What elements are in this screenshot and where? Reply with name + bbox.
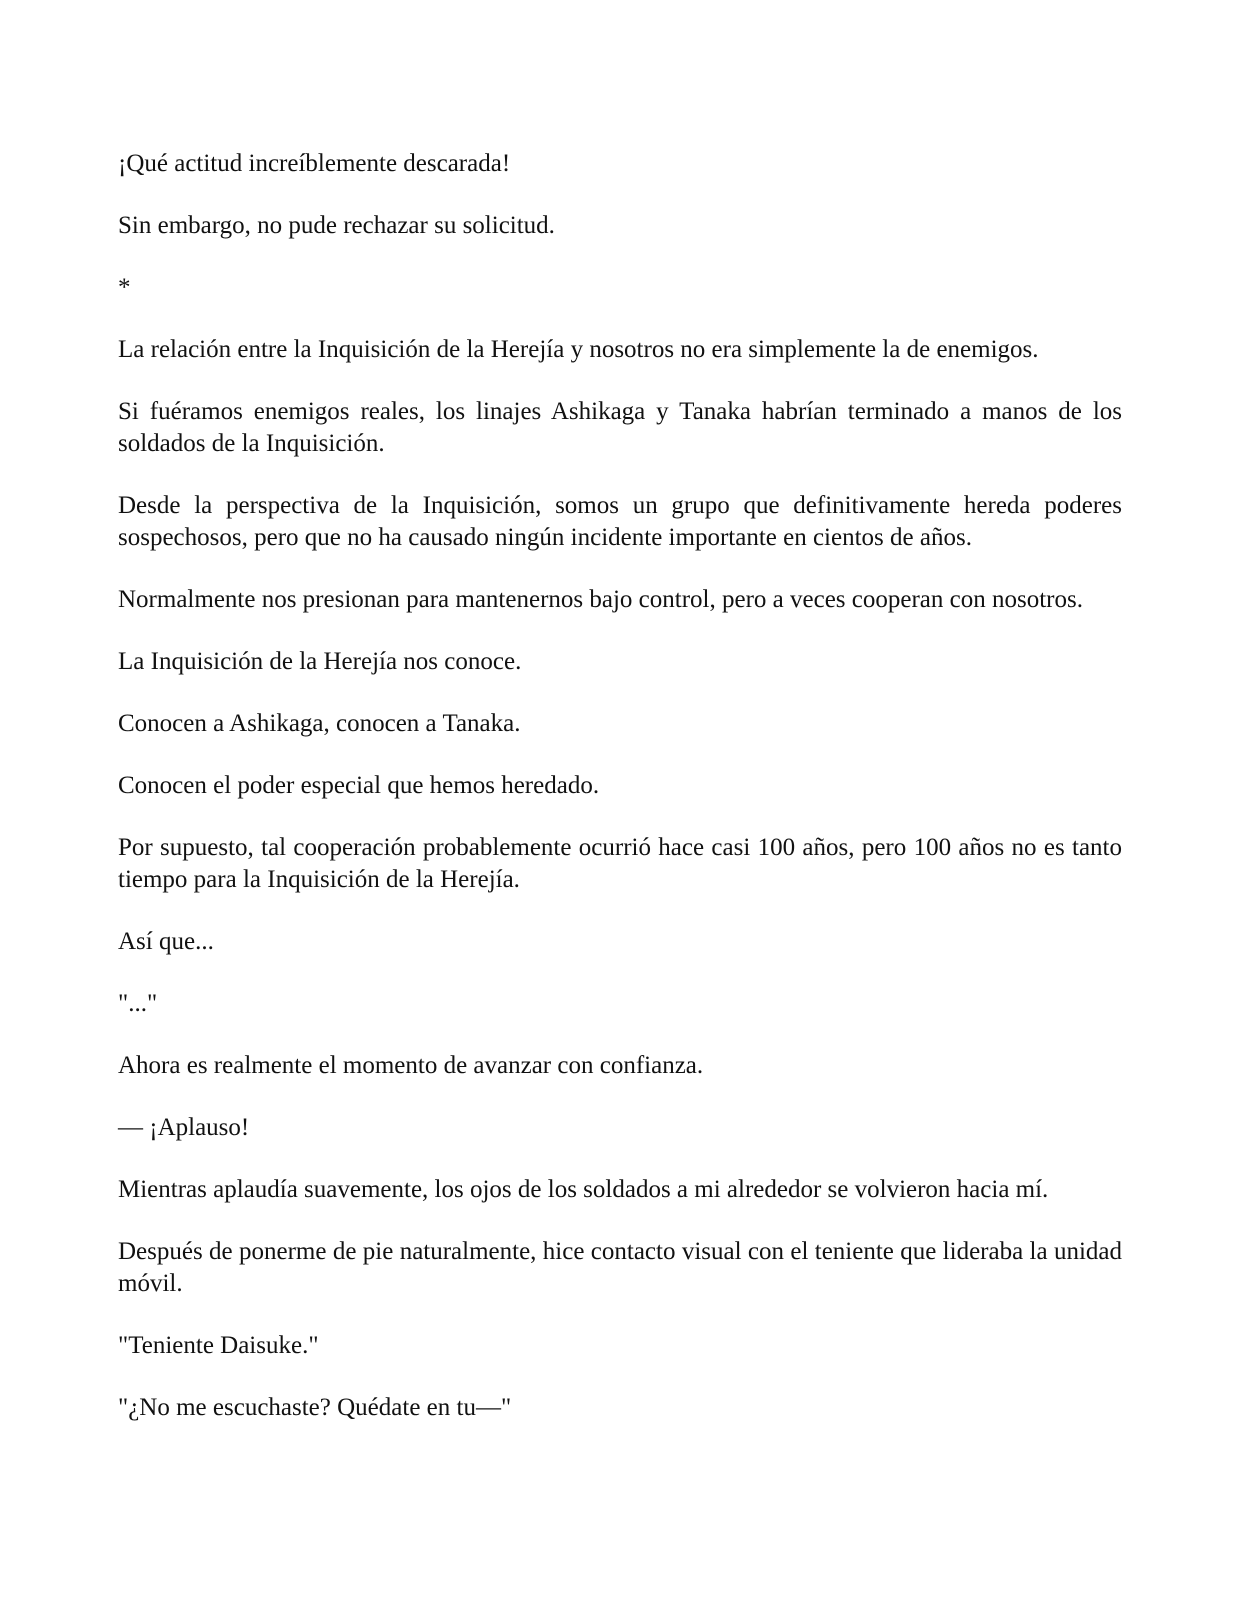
dialogue-line: "¿No me escuchaste? Quédate en tu—" [118,1394,512,1421]
paragraph: Normalmente nos presionan para mantenernos bajo control, pero a veces cooperan con nosotros. [118,586,1083,613]
paragraph: Después de ponerme de pie naturalmente, hice contacto visual con el teniente que lideraba la unidad móvil. [118,1238,1122,1297]
paragraph: ¡Qué actitud increíblemente descarada! [118,150,511,177]
paragraph: Desde la perspectiva de la Inquisición, somos un grupo que definitivamente hereda poderes sospechosos, pero que no ha causado ningún incidente importante en cientos de años. [118,492,1122,551]
dialogue-line: "..." [118,990,158,1017]
paragraph: Ahora es realmente el momento de avanzar con confianza. [118,1052,704,1079]
paragraph: Por supuesto, tal cooperación probablemente ocurrió hace casi 100 años, pero 100 años no es tanto tiempo para la Inquisición de la Herejía. [118,834,1122,893]
paragraph: — ¡Aplauso! [118,1114,250,1141]
paragraph: Si fuéramos enemigos reales, los linajes Ashikaga y Tanaka habrían terminado a manos de los soldados de la Inquisición. [118,398,1122,457]
scene-break: * [118,274,131,301]
body-text [118,148,1122,1424]
paragraph: La Inquisición de la Herejía nos conoce. [118,648,522,675]
paragraph: Mientras aplaudía suavemente, los ojos de los soldados a mi alrededor se volvieron hacia mí. [118,1176,1049,1203]
paragraph: Conocen el poder especial que hemos heredado. [118,772,600,799]
paragraph: Sin embargo, no pude rechazar su solicitud. [118,212,555,239]
paragraph: Así que... [118,928,214,955]
dialogue-line: "Teniente Daisuke." [118,1332,319,1359]
paragraph: La relación entre la Inquisición de la Herejía y nosotros no era simplemente la de enemigos. [118,336,1039,363]
paragraph: Conocen a Ashikaga, conocen a Tanaka. [118,710,521,737]
